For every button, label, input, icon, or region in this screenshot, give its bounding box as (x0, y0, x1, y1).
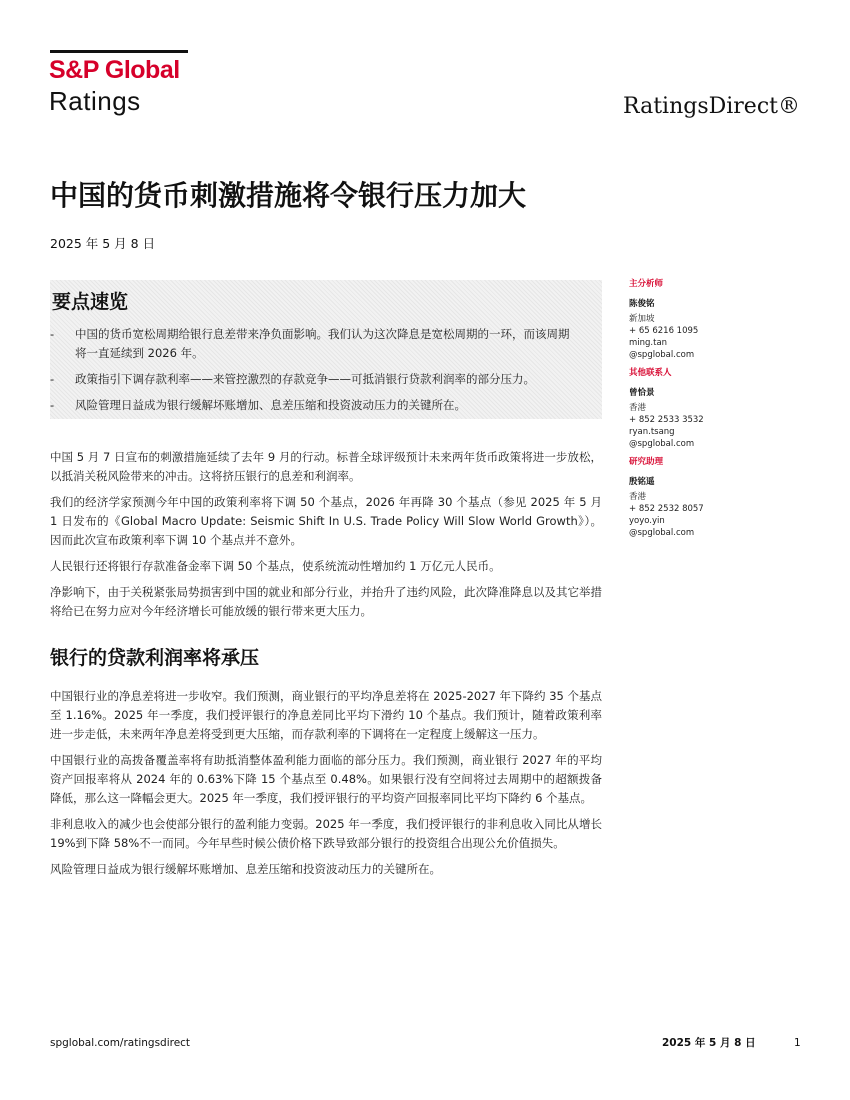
bullet-dash: - (50, 398, 55, 412)
paragraph: 中国银行业的高拨备覆盖率将有助抵消整体盈利能力面临的部分压力。我们预测，商业银行 2027 年的平均资产回报率将从 2024 年的 0.63%下降 15 个基点至 0.48%。如果银行没有空间将过去周期中的超额拨备降低，那么这一降幅会更大。2025 年一季度，我们授评银行的平均资产回报率同比平均下降约 6 个基点。 (50, 753, 602, 805)
page-number: 1 (794, 1037, 801, 1049)
contact-card (629, 475, 749, 539)
paragraph: 风险管理日益成为银行缓解坏账增加、息差压缩和投资波动压力的关键所在。 (50, 862, 441, 876)
paragraph: 我们的经济学家预测今年中国的政策利率将下调 50 个基点，2026 年再降 30 个基点（参见 2025 年 5 月 1 日发布的《Global Macro Update: Seismic Shift In U.S. Trade Policy Will Slow World Growth》）。因而此次宣布政策利率下调 10 个基点并不意外。 (50, 495, 602, 547)
contact-city: 新加坡 (629, 314, 655, 324)
product-name: RatingsDirect® (623, 94, 800, 119)
list-item (50, 325, 602, 363)
contact-email-user[interactable]: ming.tan (629, 338, 668, 348)
contact-card (629, 386, 749, 450)
other-contacts-heading: 其他联系人 (629, 368, 672, 378)
contact-email-user[interactable]: yoyo.yin (629, 516, 665, 526)
contact-city: 香港 (629, 492, 647, 502)
list-item (50, 370, 602, 389)
footer-url[interactable]: spglobal.com/ratingsdirect (50, 1037, 191, 1049)
publish-date: 2025 年 5 月 8 日 (50, 236, 156, 251)
list-item-text: 风险管理日益成为银行缓解坏账增加、息差压缩和投资波动压力的关键所在。 (75, 398, 466, 412)
paragraph: 人民银行还将银行存款准备金率下调 50 个基点，使系统流动性增加约 1 万亿元人民币。 (50, 559, 501, 573)
key-takeaways-list (50, 325, 602, 422)
contact-card (629, 297, 749, 361)
contact-email-user[interactable]: ryan.tsang (629, 427, 675, 437)
article-body (50, 448, 602, 886)
paragraph: 中国银行业的净息差将进一步收窄。我们预测，商业银行的平均净息差将在 2025-2027 年下降约 35 个基点至 1.16%。2025 年一季度，我们授评银行的净息差同比平均下滑约 10 个基点。我们预计，随着政策利率进一步走低，未来两年净息差将受到更大压缩，而存款利率的下调将在一定程度上缓解这一压力。 (50, 689, 602, 741)
contact-name: 曾恰景 (629, 388, 655, 398)
list-item (50, 396, 602, 415)
contact-phone: + 65 6216 1095 (629, 326, 699, 336)
list-item-text: 政策指引下调存款利率——来管控激烈的存款竞争——可抵消银行贷款利润率的部分压力。 (75, 372, 535, 386)
contact-email-domain[interactable]: @spglobal.com (629, 439, 695, 449)
bullet-dash: - (50, 372, 55, 386)
list-item-text: 中国的货币宽松周期给银行息差带来净负面影响。我们认为这次降息是宽松周期的一环，而该周期将一直延续到 2026 年。 (75, 327, 570, 360)
contacts-sidebar (629, 277, 749, 544)
contact-phone: + 852 2533 3532 (629, 415, 704, 425)
contact-city: 香港 (629, 403, 647, 413)
bullet-dash: - (50, 327, 55, 341)
logo-rule (50, 50, 188, 53)
page-title: 中国的货币刺激措施将令银行压力加大 (50, 179, 527, 212)
contact-email-domain[interactable]: @spglobal.com (629, 350, 695, 360)
key-takeaways-heading: 要点速览 (52, 291, 129, 313)
contact-name: 殷铭遥 (629, 477, 655, 487)
primary-analyst-heading: 主分析师 (629, 279, 664, 289)
paragraph: 非利息收入的减少也会使部分银行的盈利能力变弱。2025 年一季度，我们授评银行的非利息收入同比从增长 19%到下降 58%不一而同。今年早些时候公债价格下跌导致部分银行的投资组合出现公允价值损失。 (50, 817, 602, 850)
brand-logo: S&P Global (49, 56, 180, 84)
contact-phone: + 852 2532 8057 (629, 504, 704, 514)
contact-email-domain[interactable]: @spglobal.com (629, 528, 695, 538)
research-assistant-heading: 研究助理 (629, 457, 664, 467)
contact-name: 陈俊铭 (629, 299, 655, 309)
brand-logo-sub: Ratings (49, 86, 141, 116)
section-heading: 银行的贷款利润率将承压 (50, 647, 260, 669)
paragraph: 中国 5 月 7 日宣布的刺激措施延续了去年 9 月的行动。标普全球评级预计未来两年货币政策将进一步放松，以抵消关税风险带来的冲击。这将挤压银行的息差和利润率。 (50, 450, 602, 483)
key-takeaways-box (50, 280, 602, 419)
paragraph: 净影响下，由于关税紧张局势损害到中国的就业和部分行业，并抬升了违约风险，此次降准降息以及其它举措将给已在努力应对今年经济增长可能放缓的银行带来更大压力。 (50, 585, 602, 618)
footer-date: 2025 年 5 月 8 日 (662, 1037, 756, 1049)
